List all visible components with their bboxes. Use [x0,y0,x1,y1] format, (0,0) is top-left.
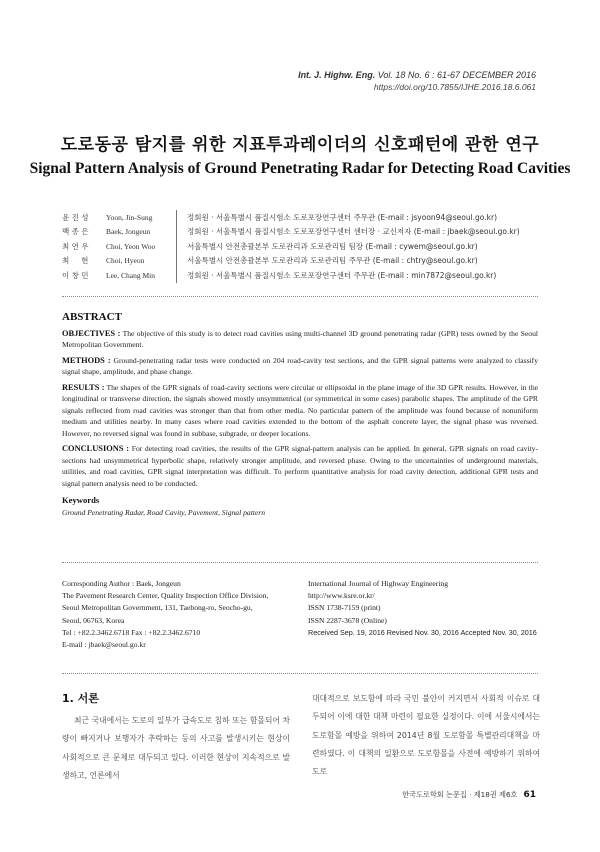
keywords-heading: Keywords [62,495,100,505]
abstract-results [62,382,538,440]
author-row [62,239,542,254]
corresponding-tel-fax: Tel : +82.2.3462.6718 Fax : +82.2.3462.6710 [62,627,201,637]
dotted-separator [62,673,538,674]
results-label: RESULTS : [62,382,105,392]
footer-journal-text: 한국도로학회 논문집 · 제18권 제6호 [402,790,518,799]
abstract-methods [62,355,538,378]
corresponding-author: Corresponding Author : Baek, Jongeun [62,579,181,588]
conclusions-text: For detecting road cavities, the results of the GPR signal-pattern analysis can be applied. In general, GPR signals on road cavity-sections had unsymmetrical hyperbolic shape, relatively stronger amplitude, and reversed phase. Owing to the uncertainties of underground materials, utilities, and road cavities, GPR signal interpretation was difficult. To perform quantitative analysis for road cavity detection, additional GPR tests and signal pattern analysis need to be conducted. [62,444,538,488]
divider [176,210,177,225]
author-name-kr: 이 창 민 [62,270,89,280]
journal-full-name: International Journal of Highway Engineering [308,579,449,588]
author-name-en: Baek, Jongeun [106,227,151,237]
issn-online: ISSN 2287-3678 (Online) [308,615,387,625]
journal-header [298,70,536,92]
methods-label: METHODS : [62,355,111,365]
author-affiliation: 정회원 · 서울특별시 품질시험소 도로포장연구센터 센터장 · 교신저자 (E-mail : jbaek@seoul.go.kr) [187,227,520,237]
author-row [62,210,542,225]
results-text: The shapes of the GPR signals of road-cavity sections were circular or ellipsoidal in the plane image of the 3D GPR results. However, in the longitudinal or transverse direction, the signals showed mostly unsymmetrical (or symmetrical in some cases) parabolic shapes. The amplitude of the GPR signals reflected from road cavities was stronger than that from other media. No particular pattern of the amplitude was found because of nonuniform medium and utilities nearby. In many cases where road cavities extended to the bottom of the asphalt concrete layer, the signal phase was reversed. However, no reversed signal was found in subbase, subgrade, or deeper locations. [62,382,538,438]
author-name-kr: 최 현 [62,256,89,266]
abstract-objectives [62,328,538,351]
journal-doi[interactable]: https://doi.org/10.7855/IJHE.2016.18.6.061 [373,82,536,92]
author-row [62,225,542,240]
intro-left-column [62,690,290,785]
submission-dates: Received Sep. 19, 2016 Revised Nov. 30, 2016 Accepted Nov. 30, 2016 [308,627,537,637]
page-footer [402,790,536,800]
title-english: Signal Pattern Analysis of Ground Penetrating Radar for Detecting Road Cavities [29,160,571,177]
intro-right-column [312,690,540,781]
author-affiliation: 정회원 · 서울특별시 품질시험소 도로포장연구센터 주무관 (E-mail : min7872@seoul.go.kr) [187,270,497,280]
divider [176,239,177,254]
author-row [62,268,542,283]
dotted-separator [62,296,538,297]
journal-url[interactable]: http://www.ksre.or.kr/ [308,591,375,601]
keywords-list: Ground Penetrating Radar, Road Cavity, Pavement, Signal pattern [62,507,266,517]
author-name-en: Lee, Chang Min [106,270,155,280]
abstract-heading: ABSTRACT [62,311,122,323]
author-affiliation: 서울특별시 안전총괄본부 도로관리과 도로관리팀 주무관 (E-mail : chtry@seoul.go.kr) [187,256,478,266]
intro-paragraph-right: 대대적으로 보도함에 따라 국민 불안이 커지면서 사회적 이슈로 대두되어 이에 대한 대책 마련이 필요한 실정이다. 이에 서울시에서는 도로함몰 예방을 위하여 2014년 8월 도로함몰 특별관리대책을 마련하였다. 이 대책의 일환으로 도로함몰을 사전에 예방하기 위하여 도로 [312,694,540,777]
journal-name: Int. J. Highw. Eng. [298,70,376,80]
author-name-kr: 백 종 은 [62,227,89,237]
corresponding-address-2: Seoul, 06763, Korea [62,615,125,625]
author-name-en: Choi, Yeon Woo [106,241,156,251]
corresponding-email[interactable]: E-mail : jbaek@seoul.go.kr [62,640,146,650]
author-affiliation: 정회원 · 서울특별시 품질시험소 도로포장연구센터 주무관 (E-mail : jsyoon94@seoul.go.kr) [187,212,497,222]
title-korean: 도로동공 탐지를 위한 지표투과레이더의 신호패턴에 관한 연구 [60,135,540,155]
author-affiliation: 서울특별시 안전총괄본부 도로관리과 도로관리팀 팀장 (E-mail : cywem@seoul.go.kr) [187,241,478,251]
abstract-conclusions [62,443,538,489]
divider [176,268,177,283]
page-number: 61 [523,790,536,800]
author-name-en: Yoon, Jin-Sung [106,212,153,222]
methods-text: Ground-penetrating radar tests were conducted on 204 road-cavity test sections, and the GPR signal patterns were analyzed to classify signal shape, amplitude, and phase change. [62,355,538,376]
section-heading-intro: 1. 서론 [62,692,99,705]
author-list [62,210,542,283]
author-name-en: Choi, Hyeon [106,256,145,266]
corresponding-address-1: Seoul Metropolitan Government, 131, Taebong-ro, Seocho-gu, [62,603,253,613]
intro-paragraph-left: 최근 국내에서는 도로의 일부가 급속도로 침하 또는 함몰되어 차량이 빠지거나 보행자가 추락하는 등의 사고를 발생시키는 현상이 사회적으로 큰 문제로 대두되고 있다. 이러한 현상이 지속적으로 발생하고, 언론에서 [62,716,290,780]
objectives-label: OBJECTIVES : [62,328,121,338]
author-name-kr: 최 연 우 [62,241,89,251]
author-name-kr: 윤 진 성 [62,212,89,222]
divider [176,254,177,269]
conclusions-label: CONCLUSIONS : [62,444,130,453]
correspondence-block [62,578,302,651]
author-row [62,254,542,269]
issn-print: ISSN 1738-7159 (print) [308,603,381,613]
divider [176,225,177,240]
journal-volume: Vol. 18 No. 6 : 61-67 DECEMBER 2016 [377,70,536,80]
abstract-section [62,312,538,518]
journal-info-block [308,578,548,639]
objectives-text: The objective of this study is to detect road cavities using multi-channel 3D ground penetrating radar (GPR) tests owned by the Seoul Metropolitan Government. [62,328,538,349]
dotted-separator [62,562,538,563]
corresponding-org: The Pavement Research Center, Quality Inspection Office Division, [62,591,269,601]
